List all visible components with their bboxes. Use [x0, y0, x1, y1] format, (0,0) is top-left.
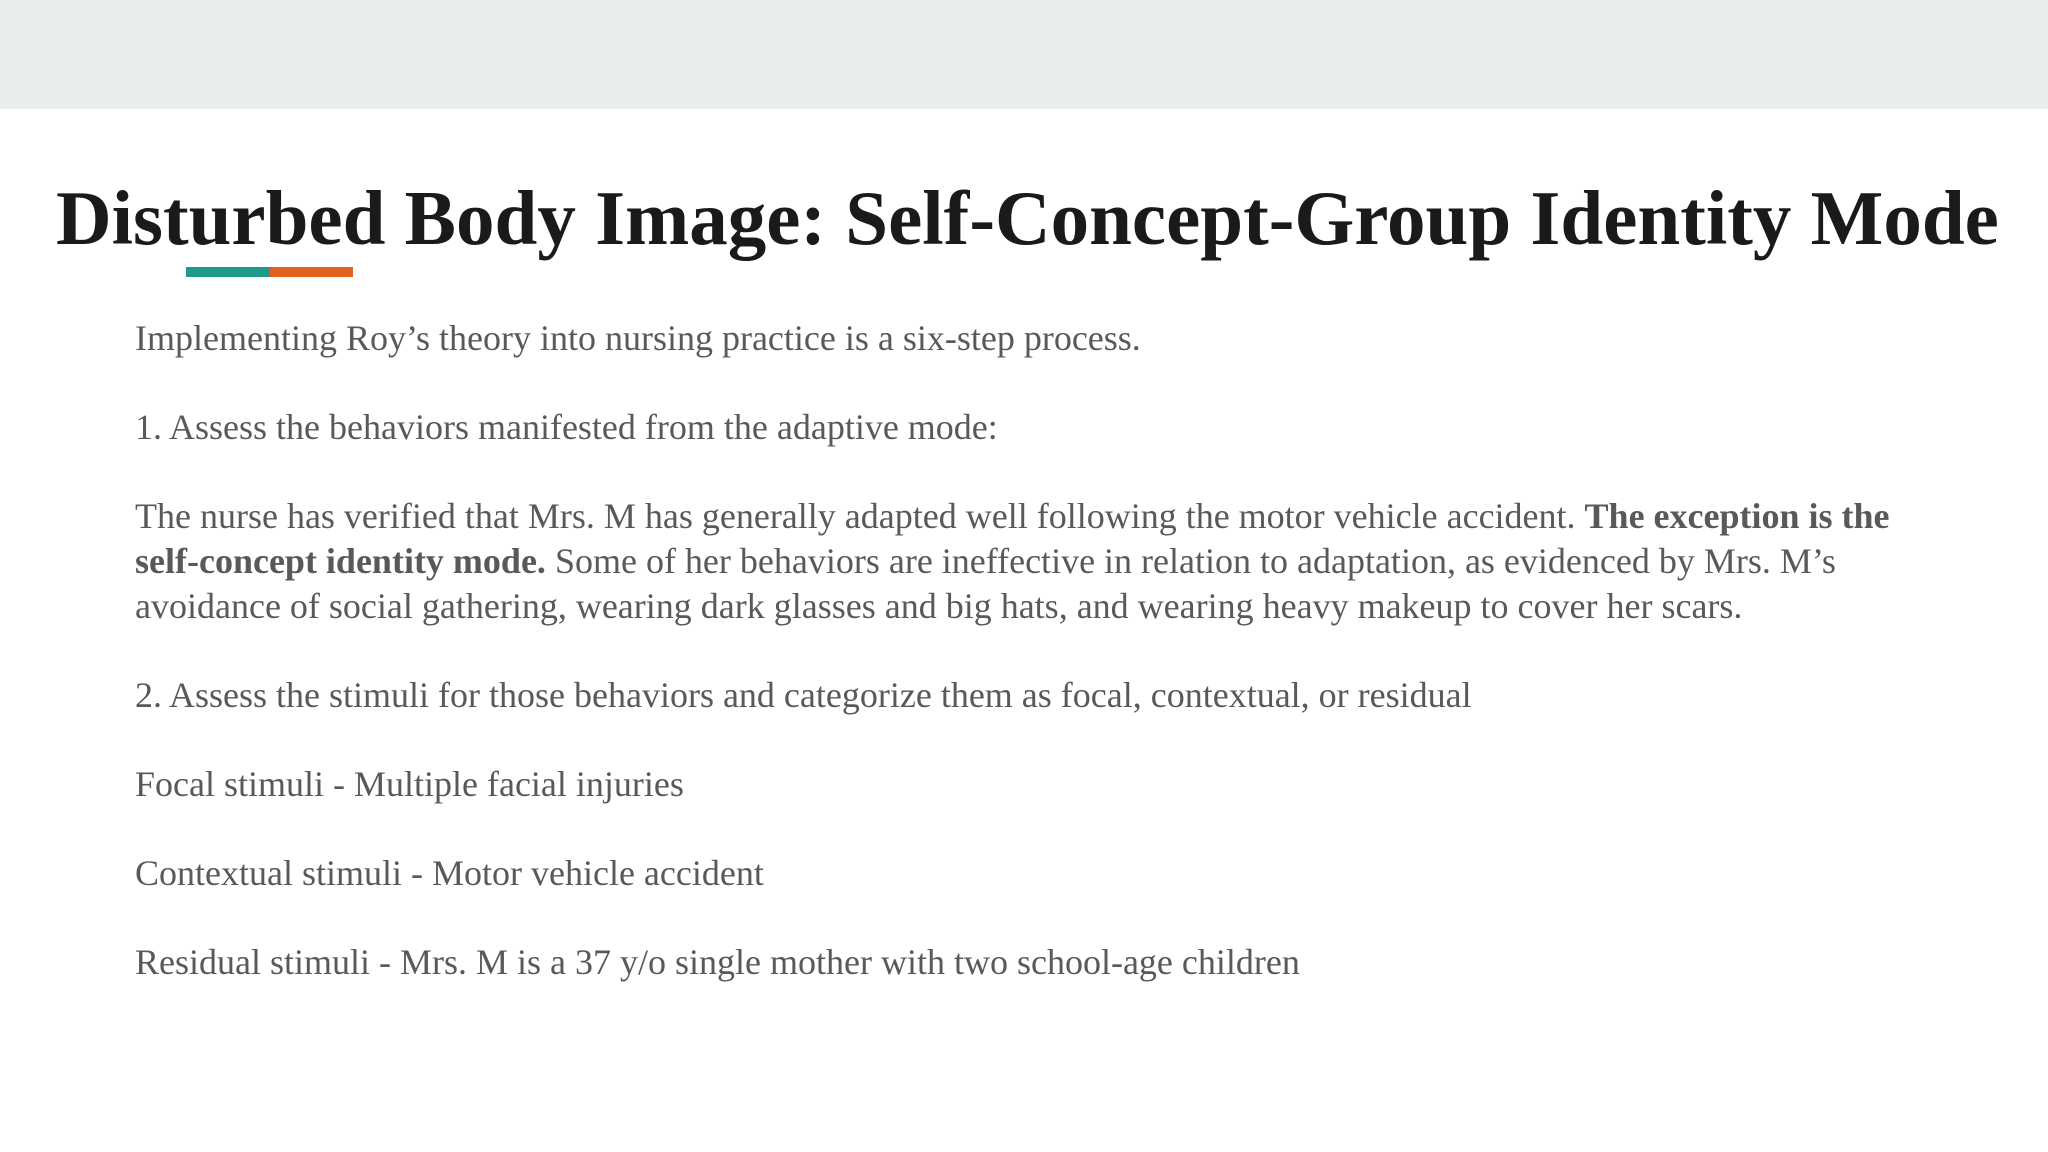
- intro-paragraph: Implementing Roy’s theory into nursing practice is a six-step process.: [135, 318, 1141, 358]
- step-2-paragraph: 2. Assess the stimuli for those behaviors and categorize them as focal, contextual, or residual: [135, 675, 1472, 715]
- nurse-verified-text-1: The nurse has verified that Mrs. M has generally adapted well following the motor vehicle accident.: [135, 496, 1585, 536]
- step-1-paragraph: 1. Assess the behaviors manifested from the adaptive mode:: [135, 407, 998, 447]
- slide-body: [135, 316, 1955, 985]
- nurse-verified-bold-text: The exception is the self-concept identity mode.: [135, 496, 1890, 581]
- title-accent-teal: [186, 267, 270, 277]
- slide-title: Disturbed Body Image: Self-Concept-Group Identity Mode: [56, 175, 1999, 261]
- contextual-stimuli-paragraph: Contextual stimuli - Motor vehicle accident: [135, 853, 764, 893]
- focal-stimuli-paragraph: Focal stimuli - Multiple facial injuries: [135, 764, 684, 804]
- title-accent-orange: [270, 267, 353, 277]
- top-band: [0, 0, 2048, 109]
- nurse-verified-text-2: Some of her behaviors are ineffective in relation to adaptation, as evidenced by Mrs. M’s avoidance of social gathering, wearing dark glasses and big hats, and wearing heavy makeup to cover her scars.: [135, 541, 1836, 626]
- residual-stimuli-paragraph: Residual stimuli - Mrs. M is a 37 y/o single mother with two school-age children: [135, 942, 1300, 982]
- nurse-verified-paragraph: [135, 494, 1955, 629]
